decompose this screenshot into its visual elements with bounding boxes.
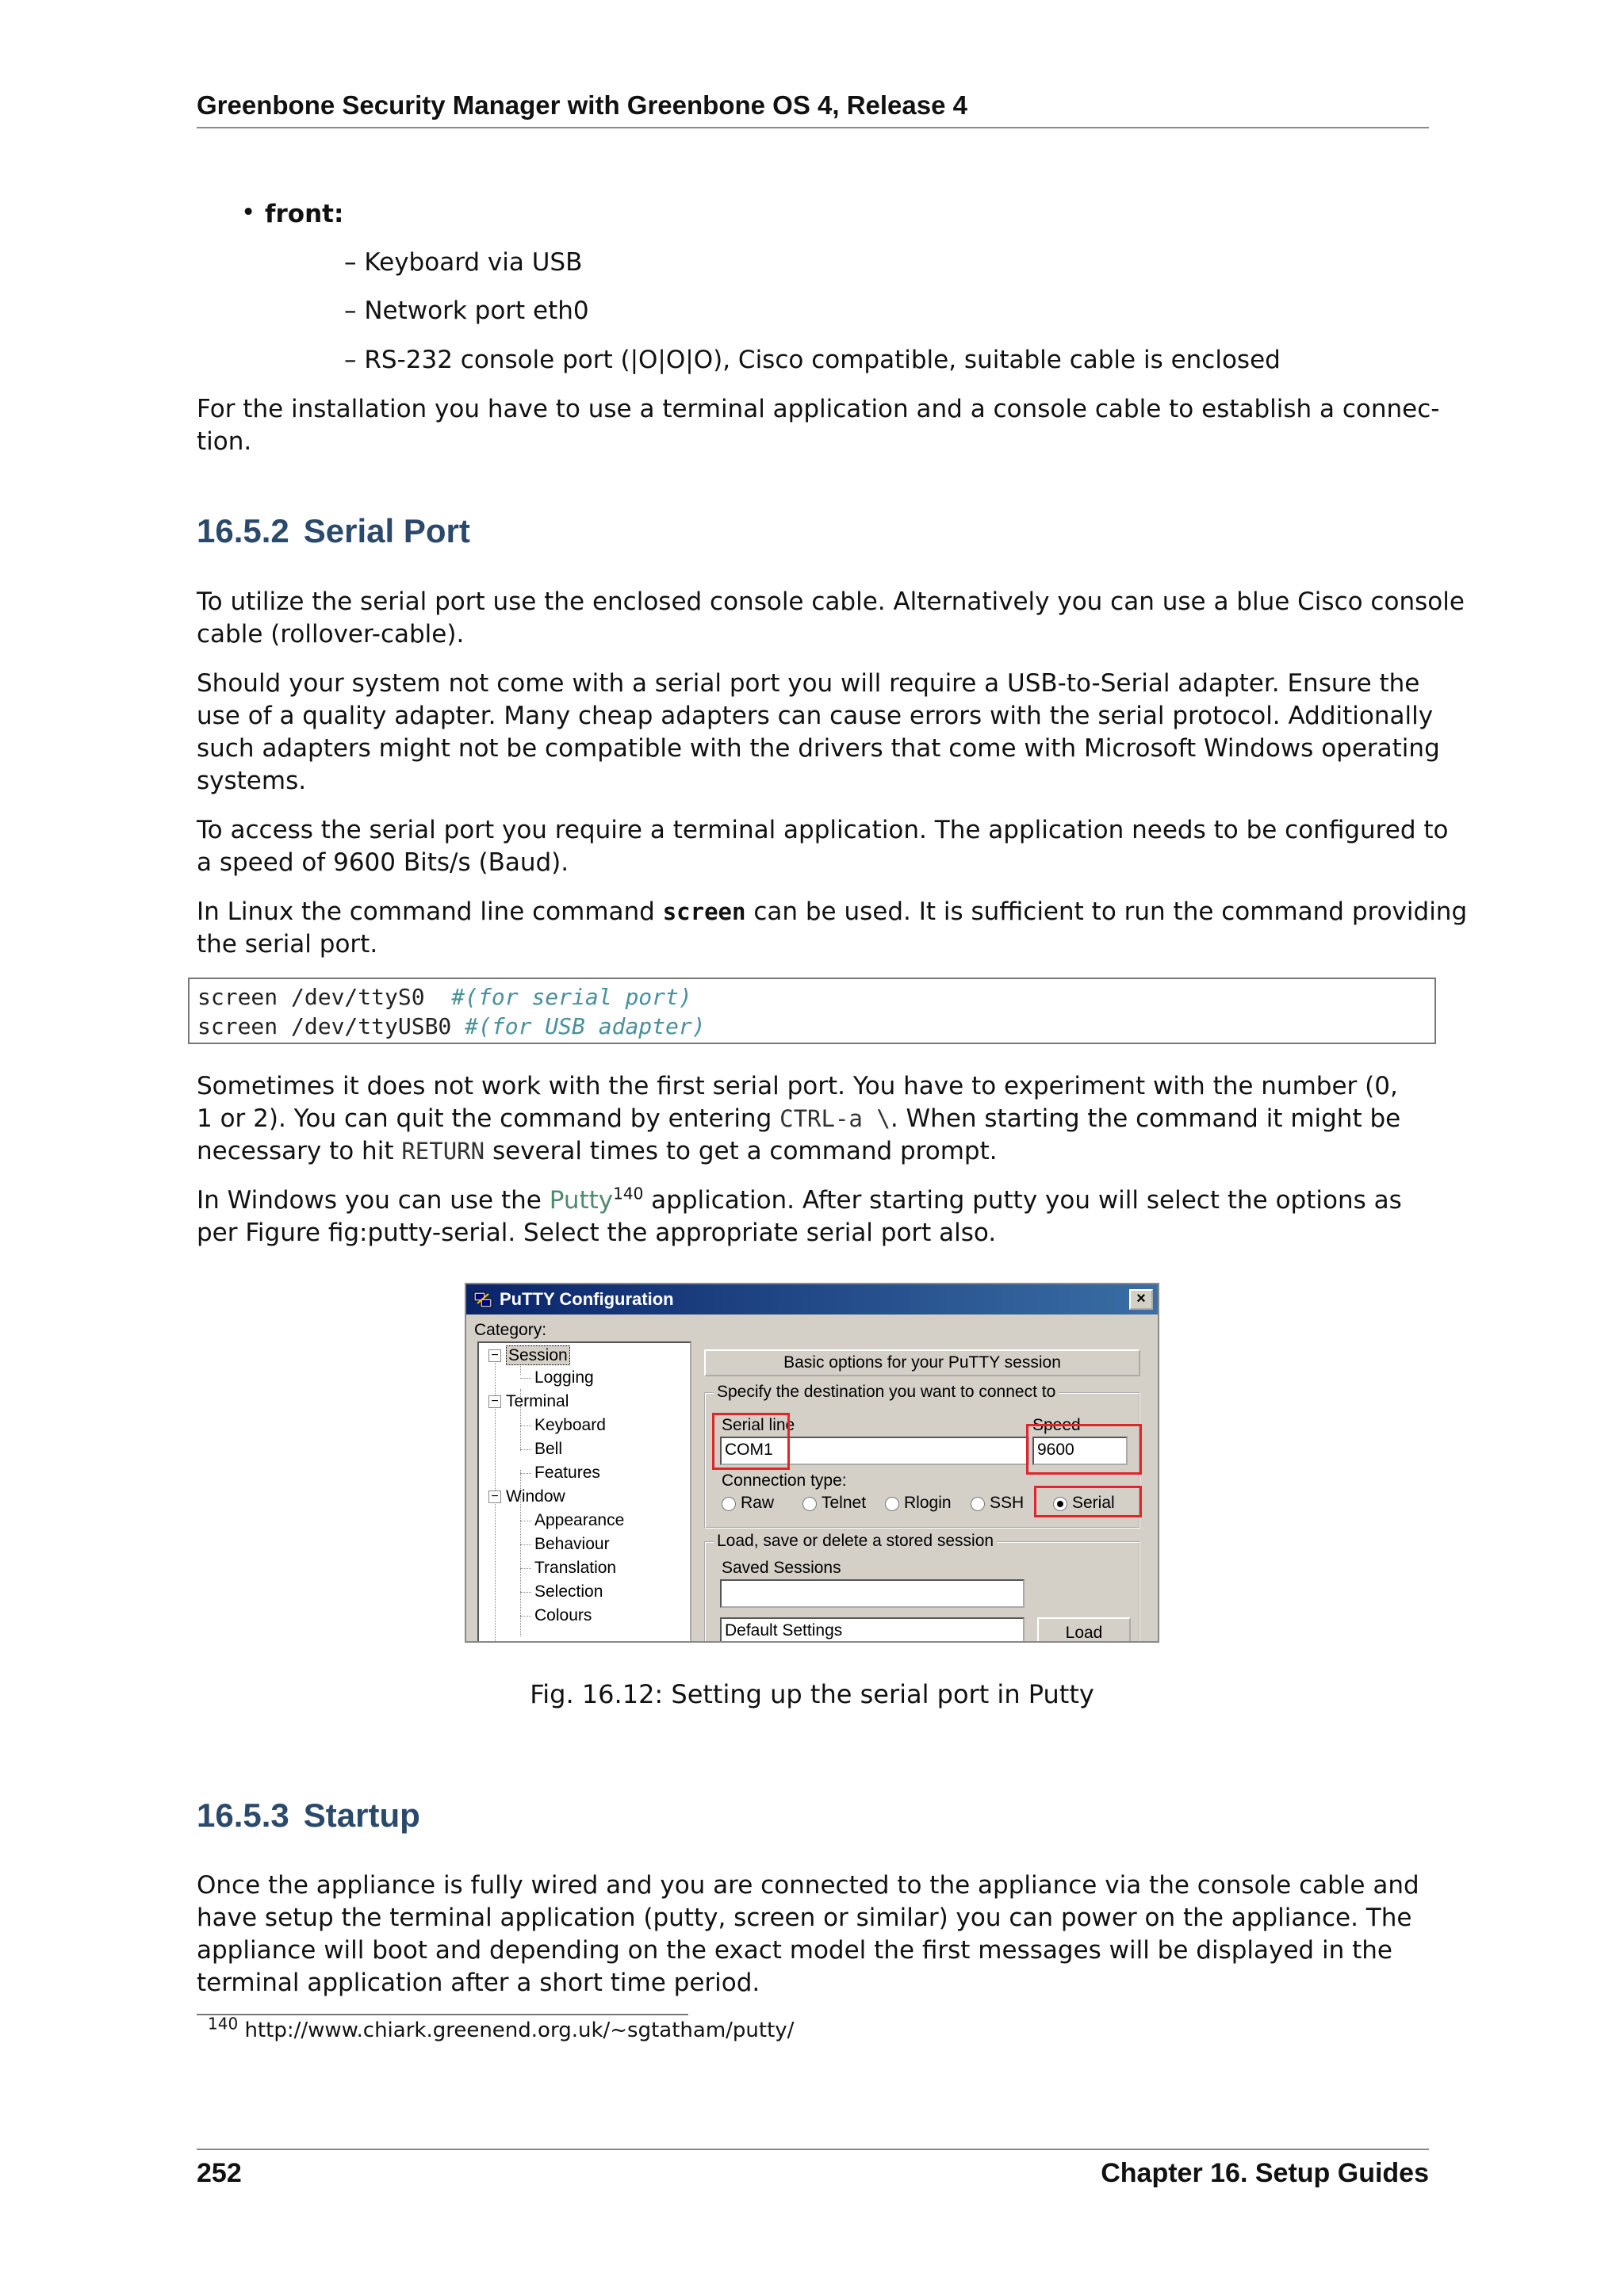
paragraph-line: Should your system not come with a serial port you will require a USB-to-Serial adapter. Ensure the bbox=[197, 669, 1420, 698]
paragraph-line: cable (rollover-cable). bbox=[197, 620, 465, 649]
footnote-ref[interactable]: 140 bbox=[613, 1184, 644, 1203]
paragraph-line: In Windows you can use the Putty$^{140}$ application. After starting putty you will select the options as bbox=[197, 1184, 1402, 1215]
collapse-icon[interactable]: − bbox=[488, 1349, 501, 1362]
serial-line-label: Serial line bbox=[722, 1416, 795, 1434]
close-icon[interactable]: × bbox=[1129, 1289, 1153, 1310]
category-label: Category: bbox=[474, 1321, 547, 1339]
footnote-url[interactable]: http://www.chiark.greenend.org.uk/~sgtatham/putty/ bbox=[244, 2019, 795, 2042]
tree-item-translation[interactable]: Translation bbox=[534, 1559, 617, 1577]
paragraph-line: 1 or 2). You can quit the command by entering CTRL-a \. When starting the command it might be bbox=[197, 1104, 1401, 1133]
paragraph-line: the serial port. bbox=[197, 930, 378, 959]
tree-line bbox=[520, 1425, 531, 1426]
paragraph-line: Sometimes it does not work with the first serial port. You have to experiment with the number (0, bbox=[197, 1072, 1398, 1100]
paragraph-line: systems. bbox=[197, 767, 307, 795]
putty-window-title: PuTTY Configuration bbox=[500, 1289, 674, 1309]
footer-rule bbox=[197, 2149, 1429, 2150]
radio-telnet-label: Telnet bbox=[822, 1494, 867, 1512]
radio-raw-label: Raw bbox=[741, 1494, 775, 1512]
inline-code: screen bbox=[662, 898, 746, 925]
tree-item-session[interactable]: Session bbox=[506, 1346, 570, 1365]
bullet-dot: • bbox=[241, 198, 256, 227]
tree-item-terminal[interactable]: Terminal bbox=[506, 1392, 569, 1410]
tree-line bbox=[520, 1568, 531, 1569]
intro-line: For the installation you have to use a terminal application and a console cable to establish a connec- bbox=[197, 395, 1440, 423]
destination-legend: Specify the destination you want to connect to bbox=[714, 1383, 1059, 1402]
paragraph-line: To access the serial port you require a terminal application. The application needs to be configured to bbox=[197, 816, 1449, 844]
figure-caption: Fig. 16.12: Setting up the serial port in Putty bbox=[530, 1679, 1094, 1709]
code-line: screen /dev/ttyS0 #(for serial port) bbox=[197, 984, 692, 1010]
tree-item-window[interactable]: Window bbox=[506, 1487, 565, 1506]
load-save-legend: Load, save or delete a stored session bbox=[714, 1532, 997, 1551]
default-settings-item[interactable]: Default Settings bbox=[725, 1621, 843, 1640]
tree-line bbox=[520, 1544, 531, 1545]
page-number: 252 bbox=[197, 2158, 242, 2188]
tree-item-colours[interactable]: Colours bbox=[534, 1606, 592, 1624]
radio-ssh[interactable] bbox=[971, 1497, 985, 1511]
putty-config-screenshot bbox=[465, 1283, 1159, 1643]
paragraph-line: per Figure fig:putty-serial. Select the appropriate serial port also. bbox=[197, 1219, 997, 1247]
paragraph-line: necessary to hit RETURN several times to get a command prompt. bbox=[197, 1137, 998, 1165]
header-rule bbox=[197, 127, 1429, 128]
sessions-list[interactable] bbox=[720, 1617, 1025, 1643]
footnote-rule bbox=[197, 2014, 688, 2015]
radio-raw[interactable] bbox=[722, 1497, 736, 1511]
radio-rlogin[interactable] bbox=[885, 1497, 899, 1511]
speed-label: Speed bbox=[1032, 1416, 1081, 1434]
bullet-label: front: bbox=[265, 200, 344, 228]
paragraph-line: appliance will boot and depending on the exact model the first messages will be displayed in the bbox=[197, 1936, 1392, 1965]
section-heading-startup: 16.5.3 Startup bbox=[197, 1797, 420, 1834]
collapse-icon[interactable]: − bbox=[488, 1395, 501, 1408]
tree-item-features[interactable]: Features bbox=[534, 1464, 600, 1482]
footnote-number: 140 bbox=[208, 2014, 239, 2034]
tree-line bbox=[520, 1364, 521, 1375]
running-header-title: Greenbone Security Manager with Greenbone OS 4, Release 4 bbox=[197, 90, 967, 120]
connection-type-label: Connection type: bbox=[722, 1471, 847, 1490]
list-item: – Keyboard via USB bbox=[344, 248, 583, 277]
paragraph-line: use of a quality adapter. Many cheap adapters can cause errors with the serial protocol. Additionally bbox=[197, 702, 1434, 730]
paragraph-line: terminal application after a short time period. bbox=[197, 1969, 760, 1997]
paragraph-line: such adapters might not be compatible with the drivers that come with Microsoft Windows operating bbox=[197, 734, 1440, 763]
saved-sessions-input[interactable] bbox=[720, 1579, 1025, 1608]
section-heading-serial-port: 16.5.2 Serial Port bbox=[197, 512, 470, 549]
tree-line bbox=[520, 1592, 531, 1593]
putty-app-icon bbox=[473, 1289, 493, 1310]
list-item: – Network port eth0 bbox=[344, 297, 589, 325]
inline-code: CTRL-a \ bbox=[779, 1105, 891, 1132]
tree-line bbox=[520, 1449, 531, 1450]
footnote bbox=[208, 2014, 795, 2042]
tree-item-appearance[interactable]: Appearance bbox=[534, 1511, 625, 1529]
collapse-icon[interactable]: − bbox=[488, 1490, 501, 1503]
list-item: – RS-232 console port (|O|O|O), Cisco compatible, suitable cable is enclosed bbox=[344, 346, 1281, 374]
radio-ssh-label: SSH bbox=[990, 1494, 1025, 1512]
tree-item-behaviour[interactable]: Behaviour bbox=[534, 1535, 610, 1553]
chapter-title: Chapter 16. Setup Guides bbox=[1101, 2158, 1429, 2188]
tree-item-bell[interactable]: Bell bbox=[534, 1440, 563, 1458]
load-button[interactable]: Load bbox=[1037, 1617, 1131, 1643]
putty-title-bar bbox=[466, 1284, 1158, 1314]
putty-link[interactable]: Putty bbox=[549, 1186, 614, 1215]
tree-line bbox=[520, 1616, 531, 1617]
highlight-speed bbox=[1026, 1424, 1142, 1475]
paragraph-line: To utilize the serial port use the enclosed console cable. Alternatively you can use a blue Cisco console bbox=[197, 587, 1465, 616]
paragraph-line: In Linux the command line command screen can be used. It is sufficient to run the command providing bbox=[197, 897, 1468, 926]
basic-options-header: Basic options for your PuTTY session bbox=[704, 1349, 1140, 1376]
code-block bbox=[188, 978, 1436, 1044]
tree-line bbox=[520, 1473, 531, 1474]
saved-sessions-label: Saved Sessions bbox=[722, 1559, 841, 1577]
radio-serial-label: Serial bbox=[1072, 1494, 1115, 1512]
radio-telnet[interactable] bbox=[802, 1497, 817, 1511]
tree-item-logging[interactable]: Logging bbox=[534, 1368, 594, 1387]
tree-line bbox=[520, 1378, 531, 1379]
intro-line: tion. bbox=[197, 427, 252, 456]
inline-code: RETURN bbox=[401, 1138, 485, 1165]
highlight-serial-line bbox=[712, 1413, 790, 1470]
paragraph-line: a speed of 9600 Bits/s (Baud). bbox=[197, 848, 569, 877]
highlight-serial-radio bbox=[1034, 1486, 1142, 1517]
category-tree bbox=[477, 1341, 691, 1643]
paragraph-line: Once the appliance is fully wired and you are connected to the appliance via the console cable and bbox=[197, 1871, 1419, 1900]
code-line: screen /dev/ttyUSB0 #(for USB adapter) bbox=[197, 1013, 706, 1039]
tree-item-selection[interactable]: Selection bbox=[534, 1582, 603, 1601]
serial-line-input[interactable]: COM1 bbox=[720, 1437, 1029, 1465]
tree-item-keyboard[interactable]: Keyboard bbox=[534, 1416, 606, 1434]
speed-input[interactable]: 9600 bbox=[1032, 1437, 1128, 1465]
radio-rlogin-label: Rlogin bbox=[904, 1494, 952, 1512]
paragraph-line: have setup the terminal application (putty, screen or similar) you can power on the appliance. The bbox=[197, 1904, 1412, 1932]
